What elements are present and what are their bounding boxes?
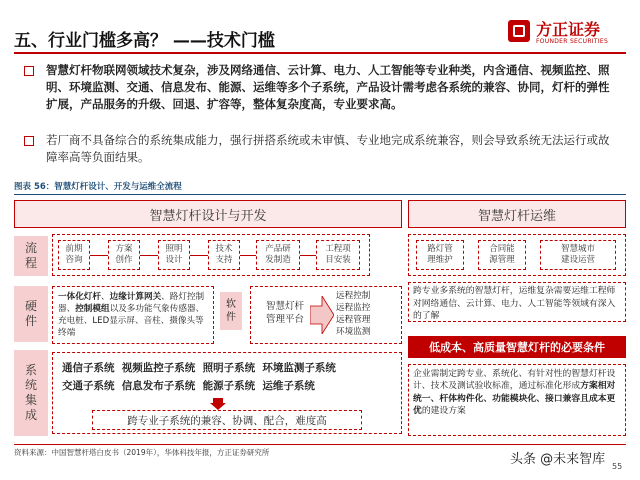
software-item: 远程监控 [336, 303, 371, 313]
row-label-integration: 系 统 集 成 [14, 350, 48, 436]
flow-step: 照明 设计 [158, 240, 190, 270]
ops-header: 智慧灯杆运维 [408, 200, 626, 228]
flow-arrow [190, 255, 208, 256]
title-divider [14, 52, 626, 54]
page-title: 五、行业门槛多高？ ——技术门槛 [14, 31, 275, 51]
conditions-text: 的建设方案 [421, 405, 466, 416]
design-dev-header: 智慧灯杆设计与开发 [14, 200, 402, 228]
flow-step: 工程项 目安装 [316, 240, 360, 270]
flow-arrow [300, 255, 316, 256]
software-item: 环境监测 [336, 327, 371, 337]
hw-text: 以及多功能气象传感器、充电桩、LED显示屏、音柱、摄像头等终端 [58, 304, 205, 338]
source-note: 资料来源：中国智慧杆塔白皮书（2019年），华体科技年报，方正证券研究所 [14, 448, 270, 457]
page-number: 55 [612, 462, 623, 471]
ops-step: 智慧城市 建设运营 [540, 240, 616, 270]
founder-logo-icon [508, 20, 530, 42]
paragraph-1: 智慧灯杆物联网领域技术复杂，涉及网络通信、云计算、电力、人工智能等专业种类，内含通信、视频监控、照明、环境监测、交通、信息发布、能源、运维等多个子系统，产品设计需考虑各系统的兼容、协同，灯杆的弹性扩展，产品服务的升级、回退、扩容等，整体复杂度高，专业要求高。 [46, 63, 610, 111]
footer-divider [14, 444, 626, 445]
flow-step: 产品研 发制造 [256, 240, 300, 270]
row-label-hardware: 硬 件 [14, 286, 48, 342]
hardware-box [52, 286, 214, 344]
software-item: 远程管理 [336, 315, 371, 325]
hw-sep: 、 [100, 292, 110, 302]
hw-bold: 一体化灯杆 [58, 292, 101, 302]
watermark: 头条 @未来智库 [510, 452, 606, 467]
platform-label: 智慧灯杆 管理平台 [265, 301, 304, 325]
flow-step: 技术 支持 [208, 240, 240, 270]
row-label-flow: 流 程 [14, 236, 48, 276]
conditions-text: 企业需制定跨专业、系统化、有针对性的智慧灯杆设计、技术及测试验收标准，通过标准化形成 [413, 369, 616, 392]
conditions-box [408, 364, 626, 436]
software-item: 远程控制 [336, 291, 371, 301]
ops-description: 跨专业多系统的智慧灯杆，运维复杂需要运维工程师对网络通信、云计算、电力、人工智能等领域有深入的了解 [408, 282, 626, 322]
flow-arrow [90, 255, 108, 256]
hw-bold: 控制模组 [75, 304, 110, 314]
bullet-square-icon [24, 66, 34, 76]
flow-step: 前期 咨询 [58, 240, 90, 270]
software-arrow-icon [310, 296, 334, 334]
logo-text: 方正证券 [536, 20, 601, 39]
down-arrow-icon [210, 398, 226, 410]
logo-subtext: FOUNDER SECURITIES [536, 38, 609, 45]
figure-title: 图表 56：智慧灯杆设计、开发与运维全流程 [14, 182, 182, 192]
flow-arrow [240, 255, 256, 256]
ops-step: 路灯管 理维护 [416, 240, 464, 270]
bullet-square-icon [24, 136, 34, 146]
flow-arrow [140, 255, 158, 256]
figure-divider [14, 194, 626, 195]
paragraph-2: 若厂商不具备综合的系统集成能力，强行拼搭系统或未审慎、专业地完成系统兼容，则会导致系统无法运行或故障率高等负面结果。 [46, 133, 610, 164]
subsystems-line: 通信子系统 视频监控子系统 照明子系统 环境监测子系统 [62, 362, 336, 374]
ops-step: 合同能 源管理 [478, 240, 526, 270]
flow-step: 方案 创作 [108, 240, 140, 270]
hw-text: 、路灯控制器、 [58, 292, 205, 314]
software-items [336, 290, 370, 338]
subsystems-line: 交通子系统 信息发布子系统 能源子系统 运维子系统 [62, 380, 315, 392]
conditions-bold: 方案相对统一、杆体构件化、功能模块化、接口兼容且成本更优 [413, 381, 616, 416]
compatibility-box: 跨专业子系统的兼容、协调、配合，难度高 [92, 410, 362, 430]
software-label: 软 件 [220, 292, 242, 330]
ops-band: 低成本、高质量智慧灯杆的必要条件 [408, 336, 626, 358]
hw-bold: 边缘计算网关 [109, 292, 162, 302]
